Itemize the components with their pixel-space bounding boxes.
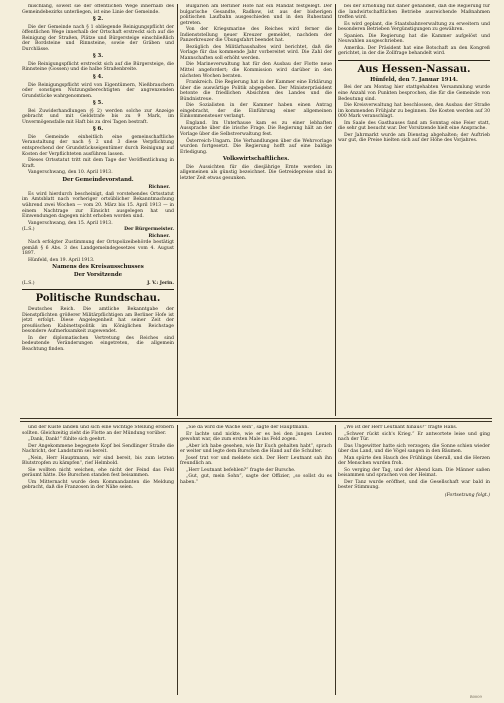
seal-mark: (L.S.) — [22, 280, 35, 286]
signature: Richner. — [148, 185, 170, 191]
paragraph: und der Küste landen und sich eine wichtige Stellung erobern sollten. Gleichzeitig zieht die Flotte an der Mündung vorüber. — [22, 425, 174, 436]
page-code: B0009 — [470, 695, 482, 699]
paragraph: „Gut, gut, mein Sohn“, sagte der Offizier, „so sollst du es haben.“ — [180, 474, 332, 485]
paragraph: Frankreich. Die Regierung hat in der Kammer eine Erklärung über die auswärtige Politik abgegeben. Der Ministerpräsident betonte die friedlichen Absichten des Landes und die Bündnistreue. — [180, 80, 332, 102]
paragraph: So verging der Tag, und der Abend kam. Die Männer saßen beisammen und sprachen von der Heimat. — [338, 467, 490, 479]
paragraph: Die Kreisverwaltung hat beschlossen, den Ausbau der Straße im kommenden Frühjahr zu beginnen. Die Kosten werden auf 30 000 Mark veranschlagt. — [338, 103, 490, 120]
paragraph: Die der Gemeinde nach § 1 obliegende Reinigungspflicht der öffentlichen Wege innerhalb der Ortschaft erstreckt sich auf die Reinigung der Straßen, Plätze und Bürgersteige einschließlich der Bordsteine und Rinnsteine, sowie der Gräben und Durchlässe. — [22, 24, 174, 52]
paragraph: Deutsches Reich. Die amtliche Bekanntgabe der Dienstpflichten größerer Militärpflichtigen am Berliner Hofe ist jetzt erfolgt. Diese Angelegenheit hat seiner Zeit der preußischen Kabinettspolitik im Königlichen Reichstage besondere Aufmerksamkeit zugewendet. — [22, 307, 174, 335]
continuation-note: (Fortsetzung folgt.) — [444, 493, 490, 499]
divider — [338, 60, 490, 61]
paragraph: Die Reinigungspflicht wird von Eigentümern, Nießbrauchern oder sonstigen Nutzungsberechtigten der angrenzenden Grundstücke wahrgenommen. — [22, 82, 174, 99]
issuer-sub: Der Vorsitzende — [73, 271, 123, 278]
paragraph: Dieses Ortsstatut tritt mit dem Tage der Veröffentlichung in Kraft. — [22, 158, 174, 169]
section-title: Aus Hessen-Nassau. — [357, 63, 471, 75]
column-rule — [177, 425, 178, 695]
paragraph: Es wird hierdurch bescheinigt, daß vorstehendes Ortsstatut im Amtsblatt nach vorheriger ortsüblicher Bekanntmachung während zwei Wochen — vom 20. März bis 15. April 1913 — in einem Nachtrage zur Einsicht ausgelegen hat und Einwendungen dagegen nicht erhoben worden sind. — [22, 191, 174, 220]
section-number: § 5. — [92, 100, 104, 107]
feuilleton-column-2 — [180, 425, 332, 695]
paragraph: England. Im Unterhause kam es zu einer lebhaften Aussprache über die irische Frage. Die Regierung hält an der Vorlage über die Selbstverwaltung fest. — [180, 120, 332, 138]
paragraph: Von der Kriegsmarine des Reiches wird ferner die Indienststellung neuer Kreuzer gemeldet, nachdem der Panzerkreuzer die Übungsfahrt beendet hat. — [180, 27, 332, 44]
paragraph: Der Tanz wurde eröffnet, und die Gesellschaft war bald in bester Stimmung. — [338, 479, 490, 491]
issuer: Der Gemeindevorstand. — [62, 176, 134, 183]
section-title: Politische Rundschau. — [35, 293, 161, 305]
section-heading: Volkswirtschaftliches. — [222, 156, 290, 163]
issuer: Namens des Kreisausschusses — [52, 264, 144, 271]
paragraph: Die Aussichten für die diesjährige Ernte werden im allgemeinen als günstig bezeichnet. Die Getreidepreise sind in letzter Zeit etwas gesunken. — [180, 164, 332, 181]
paragraph: „Dank, Dank!“ fühlte sich geehrt. — [28, 437, 107, 443]
signature: Richner. — [148, 233, 170, 239]
paragraph: Bulgarien am Berliner Hofe hat ein Mandat festgelegt. Der bulgarische Gesandte, Radkow, ist aus der bisherigen politischen Laufbahn ausgeschieden und in den Ruhestand getreten. — [180, 4, 332, 26]
paragraph: Die Marineverwaltung hat für den Ausbau der Flotte neue Mittel angefordert; die Kommission wird darüber in den nächsten Wochen beraten. — [180, 62, 332, 79]
column-rule — [177, 4, 178, 416]
paragraph: „Herr Leutnant befehlen?“ fragte der Bursche. — [186, 467, 296, 473]
paragraph: Die Sozialisten in der Kammer haben einen Antrag eingebracht, der die Einführung einer allgemeinen Einkommensteuer verlangt. — [180, 103, 332, 120]
paragraph: bei der Erhöhung mit daher gehandelt, daß die Regierung für die landwirtschaftlichen Betriebe ausreichende Maßnahmen treffen wird. — [338, 4, 490, 21]
paragraph: „Schwer rückt sich's Krieg.“ Er antwortete leise und ging nach der Tür. — [338, 431, 490, 443]
paragraph: Nach erfolgter Zustimmung der Ortspolizeibehörde bestätigt gemäß § 6 Abs. 3 des Landgemeindegesetzes vom 4. August 1897. — [22, 240, 174, 257]
feuilleton-divider — [20, 418, 492, 419]
paragraph: Der Angekommene begegnete Kopf bei Sendlinger Straße die Nachricht, der Landsturm sei bereit. — [22, 443, 174, 455]
column-rule — [335, 425, 336, 695]
signature: J. V.: Jerin. — [147, 280, 174, 286]
paragraph: Bei der am Montag hier stattgehabten Versammlung wurde eine Anzahl von Punkten besprochen, die für die Gemeinde von Bedeutung sind. — [338, 85, 490, 102]
issuer: Der Bürgermeister. — [124, 227, 174, 233]
feuilleton-column-3 — [338, 425, 490, 695]
paragraph: Das Ungewitter hatte sich verzogen; die Sonne schien wieder über das Land, und die Vögel sangen in den Bäumen. — [338, 443, 490, 455]
section-number: § 2. — [92, 16, 104, 23]
section-number: § 4. — [92, 74, 104, 81]
paragraph: Sie wollten nicht weichen, ehe nicht der Feind das Feld geräumt hätte. Die Burschen standen fest beisammen. — [22, 467, 174, 479]
paragraph: Die Reinigungspflicht erstreckt sich auf die Bürgersteige, die Rinnsteine (Gossen) und die halbe Straßenbreite. — [22, 61, 174, 73]
paragraph: Es wird geplant, die Staatsbahnverwaltung zu erweitern und besonderen Betrieben Vergünstigungen zu gewähren. — [338, 21, 490, 33]
divider — [22, 289, 174, 290]
paragraph: „Aber ich habe gesehen, wie Ihr Euch gehalten habt“, sprach er weiter und legte dem Burschen die Hand auf die Schulter. — [180, 443, 332, 455]
paragraph: Er lachte und nickte, wie er es bei den jungen Leuten gewohnt war, die zum ersten Male ins Feld zogen. — [180, 431, 332, 443]
paragraph: Im Saale des Gasthauses fand am Sonntag eine Feier statt, die sehr gut besucht war. Der Vorsitzende hielt eine Ansprache. — [338, 120, 490, 132]
paragraph: „Sie da wird die Wache sein“, sagte der Hauptmann. — [186, 425, 309, 430]
paragraph: Bei Zuwiderhandlungen (§ 2) werden solche zur Anzeige gebracht und mit Geldstrafe bis zu 9 Mark, im Unvermögensfalle mit Haft bis zu drei Tagen bestraft. — [22, 108, 174, 125]
dateline: Hünfeld, den 19. April 1913. — [28, 257, 95, 263]
paragraph: Die Gemeinde einheitlich eine gemeinschaftliche Veranstaltung der nach § 2 und 3 diese Verpflichtung entsprechend der Grundstückseigentümer durch Reinigung auf Kosten der Verpflichteten ausführen lassen. — [22, 134, 174, 157]
dateline: Vangerschwang, den 15. April 1913. — [28, 220, 113, 226]
seal-mark: (L.S.) — [22, 227, 35, 233]
dateline: Hünfeld, den 7. Januar 1914. — [370, 76, 458, 83]
paragraph: Um Mitternacht wurde dem Kommandanten die Meldung gebracht, daß die Franzosen in der Nähe seien. — [22, 479, 174, 491]
column-2 — [180, 4, 332, 416]
feuilleton-divider — [20, 421, 492, 422]
dateline: Vangerschwang, den 10. April 1913. — [28, 170, 113, 176]
section-number: § 6. — [92, 126, 104, 133]
paragraph: Der Jahrmarkt wurde am Dienstag abgehalten; der Auftrieb war gut, die Preise hielten sich auf der Höhe des Vorjahres. — [338, 132, 490, 144]
paragraph: „Nein, Herr Hauptmann, wir sind bereit, bis zum letzten Blutstropfen zu kämpfen“, rief Helmbold. — [22, 455, 174, 467]
paragraph: Österreich-Ungarn. Die Verhandlungen über die Wehrvorlage wurden fortgesetzt. Die Regierung hofft auf eine baldige Erledigung. — [180, 138, 332, 155]
section-number: § 3. — [92, 53, 104, 60]
paragraph: Josef trat vor und meldete sich. Der Herr Leutnant sah ihn freundlich an. — [180, 455, 332, 467]
paragraph: Man spürte den Hauch des Frühlings überall, und die Herzen der Menschen wurden froh. — [338, 455, 490, 467]
paragraph: In der diplomatischen Vertretung des Reiches sind bedeutende Veränderungen eingetreten, die allgemein Beachtung finden. — [22, 335, 174, 352]
column-3 — [338, 4, 490, 416]
paragraph: „Wo ist der Herr Leutnant hinaus?“ fragte Hans. — [344, 425, 458, 430]
feuilleton-column-1 — [22, 425, 174, 695]
paragraph: Amerika. Der Präsident hat eine Botschaft an den Kongreß gerichtet, in der die Zollfrage behandelt wird. — [338, 45, 490, 57]
paragraph: Spanien. Die Regierung hat die Kammer aufgelöst und Neuwahlen ausgeschrieben. — [338, 33, 490, 45]
paragraph: mischlang, soweit sie der öffentlichen Wege innerhalb des Gemeindebezirks unterliegen, ist eine Linie der Gemeinde. — [22, 4, 174, 15]
paragraph: Bezüglich des Militärhaushaltes wird berichtet, daß die Vorlage für das kommende Jahr vorbereitet wird. Die Zahl der Mannschaften soll erhöht werden. — [180, 44, 332, 61]
column-1 — [22, 4, 174, 409]
column-rule — [335, 4, 336, 416]
